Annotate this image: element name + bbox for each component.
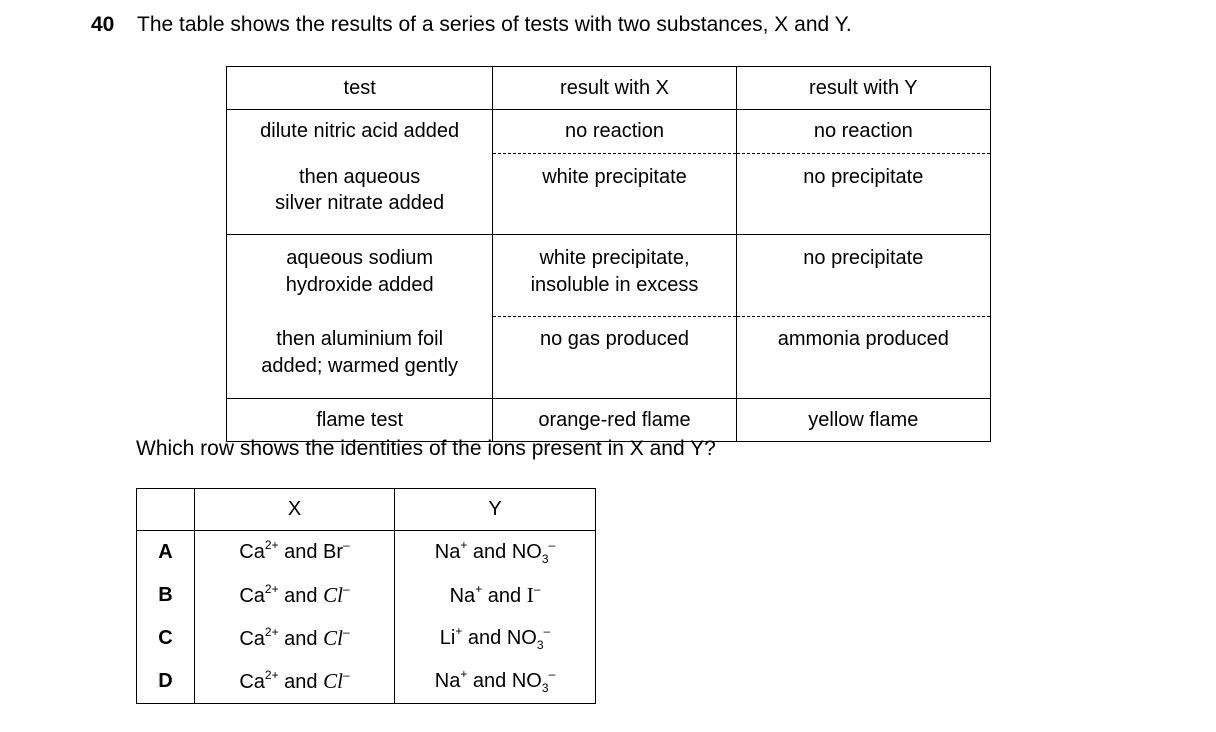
test-line: silver nitrate added [275, 191, 445, 214]
header-result-y: result with Y [736, 67, 990, 110]
ion: Ca [239, 541, 265, 563]
answer-row-d[interactable] [137, 660, 596, 704]
ion: Ca [239, 671, 265, 693]
result-x-cell: orange-red flame [493, 399, 736, 442]
answer-row-a[interactable] [137, 531, 596, 575]
ion: Na [434, 541, 461, 563]
result-y-cell: no precipitate [736, 235, 990, 317]
table-row [227, 154, 991, 235]
ion-subscript: 3 [536, 638, 544, 652]
result-line: insoluble in excess [530, 274, 699, 296]
ion-charge: – [342, 625, 350, 639]
ion-charge: – [342, 582, 350, 596]
ion-charge: – [343, 538, 350, 552]
and-text: and [472, 541, 507, 563]
and-text: and [472, 670, 507, 692]
ion-charge: – [548, 667, 556, 681]
ion-charge: 2+ [264, 582, 279, 596]
test-line: hydroxide added [285, 274, 434, 296]
ion: Cl [323, 626, 343, 650]
answer-row-b[interactable] [137, 574, 596, 617]
ion: Br [323, 541, 344, 563]
tests-table [226, 66, 991, 442]
answer-row-c[interactable] [137, 617, 596, 660]
result-line: white precipitate, [539, 247, 690, 269]
result-x-cell [493, 235, 736, 317]
result-y-cell: ammonia produced [736, 317, 990, 399]
test-line: then aqueous [299, 165, 421, 188]
test-cell [227, 235, 493, 317]
result-y-cell: no reaction [736, 110, 990, 154]
result-x-cell: white precipitate [493, 154, 736, 235]
answers-table [136, 488, 596, 704]
test-line: added; warmed gently [261, 354, 459, 377]
option-letter[interactable]: D [137, 660, 195, 704]
ion: Ca [239, 628, 265, 650]
ions-x-cell [195, 531, 395, 575]
ion: Li [439, 627, 456, 649]
ion-charge: 2+ [264, 538, 279, 552]
and-text: and [467, 627, 502, 649]
ion: NO [506, 627, 537, 649]
ion-charge: – [548, 538, 556, 552]
ion: I [526, 583, 534, 607]
option-letter[interactable]: C [137, 617, 195, 660]
header-result-x: result with X [493, 67, 736, 110]
test-line: then aluminium foil [276, 327, 444, 350]
ion-charge: – [543, 624, 551, 638]
header-x: X [195, 489, 395, 531]
header-test: test [227, 67, 493, 110]
result-y-cell: no precipitate [736, 154, 990, 235]
result-x-cell: no reaction [493, 110, 736, 154]
ion: Cl [323, 583, 343, 607]
ion: Na [434, 670, 461, 692]
header-blank [137, 489, 195, 531]
header-y: Y [395, 489, 596, 531]
and-text: and [284, 541, 318, 563]
ion-charge: + [460, 667, 468, 681]
ion-subscript: 3 [541, 552, 549, 566]
ion-charge: 2+ [264, 625, 279, 639]
ion: NO [511, 670, 542, 692]
test-line: aqueous sodium [286, 247, 434, 269]
result-x-cell: no gas produced [493, 317, 736, 399]
question-header [91, 13, 852, 37]
option-letter[interactable]: B [137, 574, 195, 617]
ion-charge: + [460, 538, 468, 552]
ion-subscript: 3 [541, 681, 549, 695]
question-intro: The table shows the results of a series of tests with two substances, X and Y. [137, 13, 852, 36]
ions-x-cell [195, 660, 395, 704]
table-row [227, 110, 991, 154]
ions-y-cell [395, 574, 596, 617]
ion-charge: + [455, 624, 463, 638]
ions-y-cell [395, 660, 596, 704]
ion-charge: + [475, 582, 483, 596]
ion: Ca [239, 585, 265, 607]
test-cell [227, 154, 493, 235]
ions-x-cell [195, 574, 395, 617]
result-y-cell: yellow flame [736, 399, 990, 442]
question-number: 40 [91, 13, 115, 36]
ion-charge: – [342, 668, 350, 682]
ion: Na [449, 585, 476, 607]
ions-y-cell [395, 531, 596, 575]
table-row [227, 399, 991, 442]
option-letter[interactable]: A [137, 531, 195, 575]
table-row [227, 317, 991, 399]
answers-header-row [137, 489, 596, 531]
and-text: and [284, 671, 318, 693]
ion-charge: 2+ [264, 668, 279, 682]
table-row [227, 235, 991, 317]
and-text: and [487, 585, 522, 607]
test-cell [227, 317, 493, 399]
ion: NO [511, 541, 542, 563]
test-cell: dilute nitric acid added [227, 110, 493, 154]
and-text: and [284, 628, 318, 650]
ion: Cl [323, 669, 343, 693]
test-cell: flame test [227, 399, 493, 442]
question-prompt: Which row shows the identities of the ions present in X and Y? [136, 437, 716, 460]
tests-header-row [227, 67, 991, 110]
ions-y-cell [395, 617, 596, 660]
and-text: and [284, 585, 318, 607]
ion-charge: – [533, 582, 541, 596]
ions-x-cell [195, 617, 395, 660]
